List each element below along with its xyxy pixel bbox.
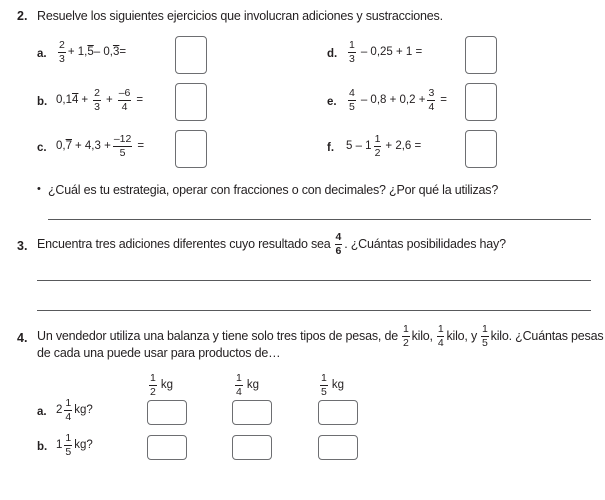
fraction: $\frac{1}{2}$	[150, 372, 156, 398]
question-3-number: 3.	[17, 239, 28, 253]
expr-text: – 0,8 + 0,2 +	[360, 94, 426, 106]
unit: kg	[160, 379, 173, 391]
fraction: $\frac{1}{3}$	[349, 39, 355, 65]
fraction: $\frac{4}{6}$	[335, 231, 342, 257]
whole-number: 2	[56, 404, 63, 416]
question-2-number: 2.	[17, 9, 28, 23]
answer-box-2b[interactable]	[175, 83, 207, 121]
weight-header-fifth	[318, 373, 344, 397]
equals-sign: =	[119, 46, 127, 58]
expr-text: – 0,	[93, 46, 113, 58]
expr-text: 0,1	[56, 94, 72, 106]
periodic-digit: 3	[112, 46, 120, 58]
fraction: $\frac{1}{5}$	[482, 323, 488, 349]
q3-text-before: Encuentra tres adiciones diferentes cuyo resultado sea	[37, 237, 331, 251]
fraction: $\frac{1}{4}$	[65, 397, 72, 423]
q3-text-after: . ¿Cuántas posibilidades hay?	[344, 237, 506, 251]
expr-text: + 4,3 +	[75, 140, 111, 152]
answer-box-4a-quarter[interactable]	[232, 400, 272, 425]
question-3-text	[37, 232, 506, 256]
expr-text: + 1,	[67, 46, 88, 58]
plus-sign: +	[105, 94, 113, 106]
fraction: $\frac{1}{4}$	[437, 323, 444, 349]
answer-box-2d[interactable]	[465, 36, 497, 74]
answer-box-2f[interactable]	[465, 130, 497, 168]
question-4-line2: de cada una puede usar para productos de…	[37, 346, 281, 360]
question-4-number: 4.	[17, 331, 28, 345]
periodic-digit: 7	[65, 140, 72, 152]
fraction: $\frac{1}{2}$	[402, 323, 409, 349]
fraction: $\frac{1}{5}$	[65, 432, 72, 458]
answer-box-2c[interactable]	[175, 130, 207, 168]
item-2d-expression	[346, 40, 422, 64]
item-4a-label: a.	[37, 406, 47, 418]
item-2b-expression	[56, 88, 146, 112]
unit: kg	[331, 379, 344, 391]
unit: kg?	[74, 404, 93, 416]
answer-box-4b-half[interactable]	[147, 435, 187, 460]
answer-box-2a[interactable]	[175, 36, 207, 74]
equals-sign: =	[440, 94, 447, 106]
bullet: •	[37, 183, 41, 195]
fraction: $\frac{2}{3}$	[94, 87, 100, 113]
q4-text: Un vendedor utiliza una balanza y tiene solo tres tipos de pesas, de	[37, 329, 398, 343]
item-4b-label: b.	[37, 441, 48, 453]
item-2c-label: c.	[37, 142, 47, 154]
periodic-digit: 4	[72, 94, 79, 106]
whole-number: 1	[56, 439, 63, 451]
q4-text: kilo, y	[446, 329, 478, 343]
q4-text: kilo,	[411, 329, 433, 343]
fraction: $\frac{4}{5}$	[349, 87, 355, 113]
fraction: $\frac{1}{4}$	[236, 372, 242, 398]
equals-sign: =	[137, 140, 145, 152]
question-4-line1	[37, 324, 603, 348]
item-2a-expression	[56, 40, 126, 64]
item-2f-label: f.	[327, 142, 335, 154]
item-2c-expression	[56, 134, 147, 158]
question-2-text: Resuelve los siguientes ejercicios que involucran adiciones y sustracciones.	[37, 9, 443, 23]
item-2e-expression	[346, 88, 450, 112]
plus-sign: +	[81, 94, 89, 106]
unit: kg	[246, 379, 259, 391]
item-2e-label: e.	[327, 96, 337, 108]
weight-header-quarter	[233, 373, 259, 397]
answer-line-3b[interactable]	[37, 310, 591, 311]
expr-text: 0,	[56, 140, 66, 152]
answer-box-4a-half[interactable]	[147, 400, 187, 425]
answer-box-4b-quarter[interactable]	[232, 435, 272, 460]
weight-header-half	[147, 373, 173, 397]
periodic-digit: 5	[87, 46, 94, 58]
item-2b-label: b.	[37, 96, 48, 108]
expr-text: 5 – 1	[346, 140, 372, 152]
fraction: $\frac{2}{3}$	[59, 39, 65, 65]
item-2f-expression	[346, 134, 421, 158]
expr-text: + 2,6 =	[385, 140, 422, 152]
answer-box-4a-fifth[interactable]	[318, 400, 358, 425]
item-4b-amount	[56, 433, 93, 457]
unit: kg?	[74, 439, 93, 451]
fraction: $\frac{-6}{4}$	[118, 87, 131, 113]
item-2a-label: a.	[37, 48, 47, 60]
item-4a-amount	[56, 398, 93, 422]
fraction: $\frac{-12}{5}$	[113, 133, 132, 159]
answer-box-2e[interactable]	[465, 83, 497, 121]
equals-sign: =	[136, 94, 144, 106]
answer-line-strategy[interactable]	[48, 219, 591, 220]
answer-box-4b-fifth[interactable]	[318, 435, 358, 460]
strategy-question: ¿Cuál es tu estrategia, operar con fracciones o con decimales? ¿Por qué la utilizas?	[48, 183, 499, 197]
fraction: $\frac{3}{4}$	[428, 87, 435, 113]
expr-text: – 0,25 + 1 =	[360, 46, 423, 58]
fraction: $\frac{1}{2}$	[374, 133, 381, 159]
answer-line-3a[interactable]	[37, 280, 591, 281]
item-2d-label: d.	[327, 48, 338, 60]
fraction: $\frac{1}{5}$	[321, 372, 327, 398]
q4-text: kilo. ¿Cuántas pesas	[490, 329, 604, 343]
